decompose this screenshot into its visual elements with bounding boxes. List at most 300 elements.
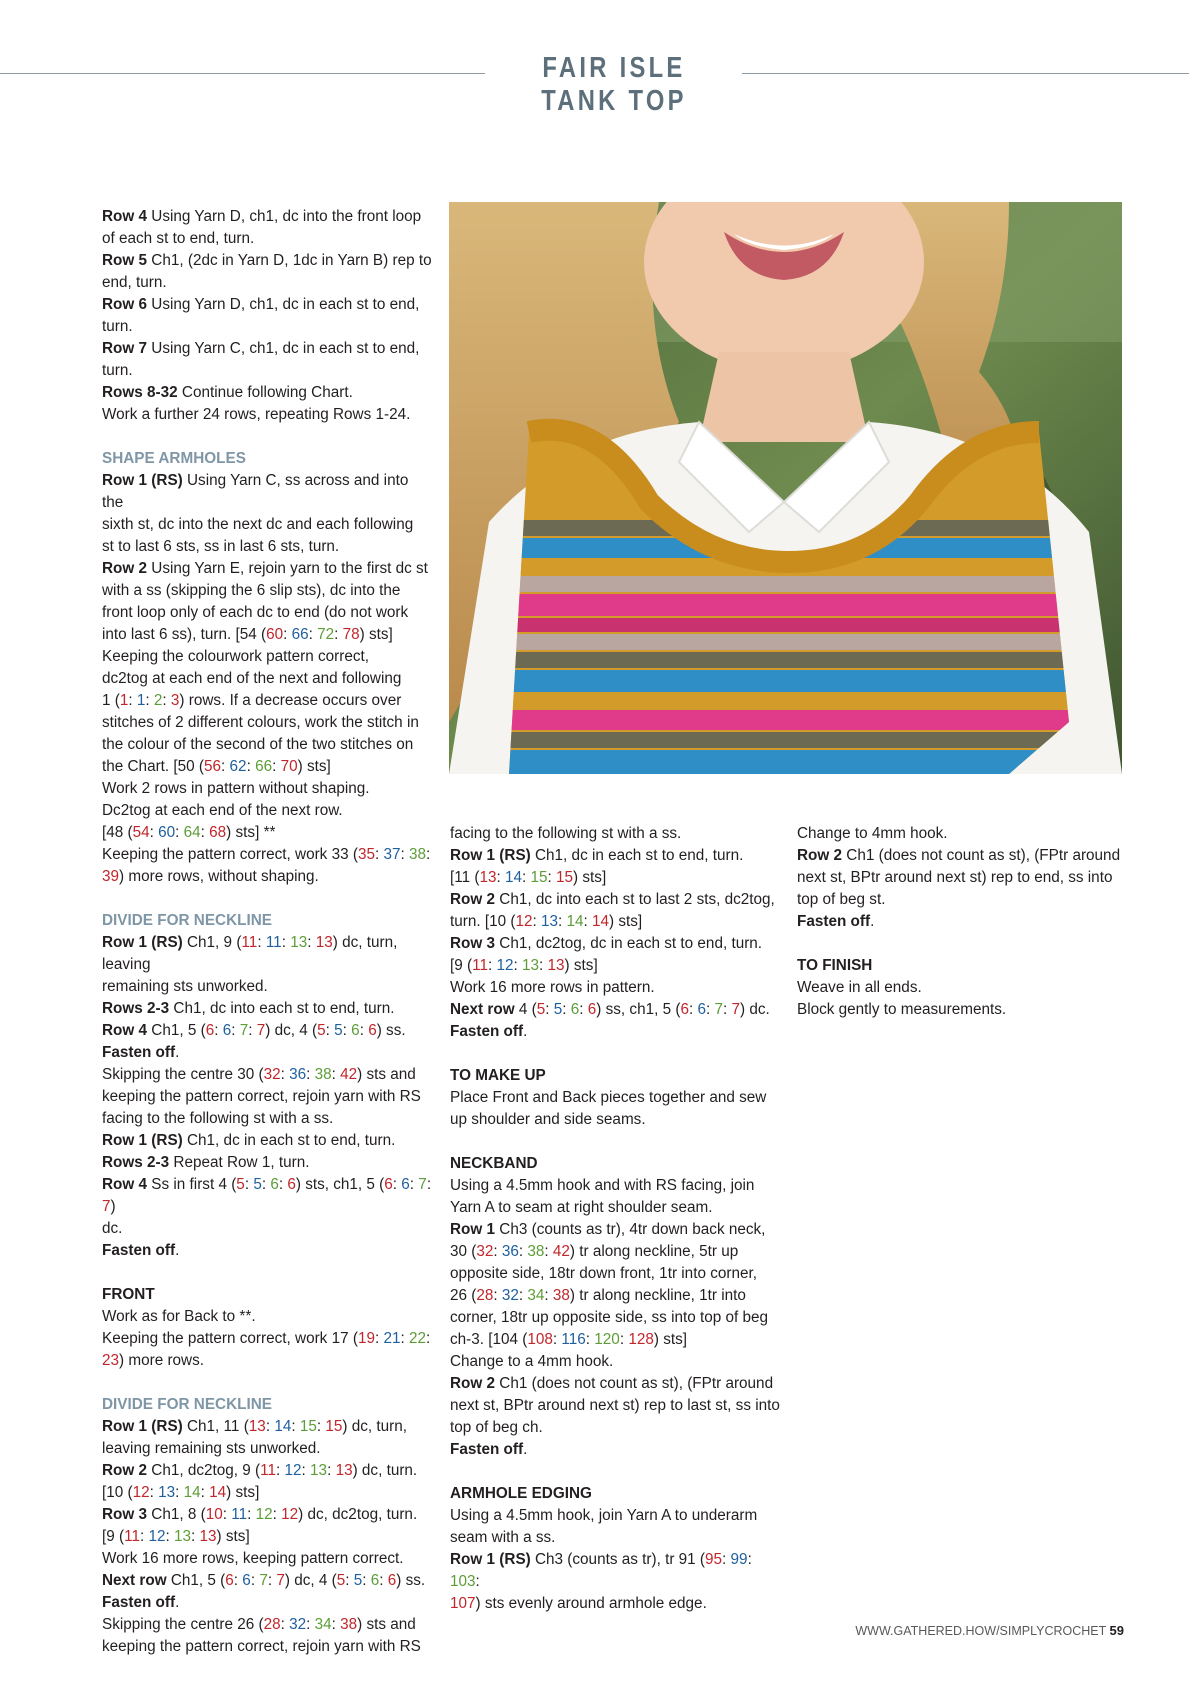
page-title: FAIR ISLE TANK TOP: [541, 52, 687, 117]
text-run: with a ss (skipping the 6 slip sts), dc into the: [102, 582, 401, 599]
text-line: [450, 977, 780, 999]
text-run: facing to the following st with a ss.: [450, 825, 682, 842]
text-run: :: [374, 1330, 384, 1347]
text-run: ) sts and: [357, 1066, 416, 1083]
text-line: [102, 206, 432, 228]
text-run: :: [496, 869, 505, 886]
text-run: dc2tog at each end of the next and following: [102, 670, 402, 687]
text-run: the colour of the second of the two stitches on: [102, 736, 414, 753]
text-run: .: [175, 1044, 180, 1061]
size-value: 13: [174, 1528, 192, 1545]
text-line: [102, 1614, 432, 1636]
text-line: [102, 844, 432, 866]
size-value: 7: [714, 1001, 723, 1018]
text-run: [11 (: [450, 869, 480, 886]
text-line: [450, 999, 780, 1021]
text-run: :: [214, 1022, 223, 1039]
size-value: 32: [263, 1066, 281, 1083]
text-line: [102, 294, 432, 316]
text-run: :: [619, 1331, 629, 1348]
text-run: :: [306, 1066, 315, 1083]
size-value: 6: [351, 1022, 360, 1039]
text-line: [102, 1570, 432, 1592]
size-value: 107: [450, 1595, 476, 1612]
size-value: 6: [287, 1176, 296, 1193]
size-value: 6: [205, 1022, 215, 1039]
text-run: [48 (: [102, 824, 133, 841]
text-run: ) more rows.: [119, 1352, 205, 1369]
size-value: 12: [496, 957, 514, 974]
size-value: 12: [255, 1506, 273, 1523]
row-label: Fasten off: [102, 1242, 176, 1259]
text-run: :: [265, 1418, 275, 1435]
text-line: [102, 514, 432, 536]
text-run: :: [327, 1462, 336, 1479]
size-value: 11: [260, 1462, 277, 1479]
text-line: [797, 823, 1127, 845]
text-run: :: [342, 1022, 352, 1039]
text-run: ) sts]: [609, 913, 643, 930]
text-run: Work 2 rows in pattern without shaping.: [102, 780, 370, 797]
text-line: [450, 1087, 780, 1109]
text-line: [450, 1505, 780, 1527]
text-line: [450, 911, 780, 933]
size-value: 99: [730, 1551, 748, 1568]
size-value: 108: [527, 1331, 553, 1348]
text-run: :: [200, 1484, 210, 1501]
text-run: :: [140, 1528, 149, 1545]
text-run: ARMHOLE EDGING: [450, 1485, 592, 1502]
text-line: [450, 1109, 780, 1131]
text-run: :: [244, 1176, 254, 1193]
text-run: Ch1 (does not count as st), (FPtr around: [842, 847, 1121, 864]
section-heading: [102, 1284, 432, 1306]
text-line: [450, 867, 780, 889]
text-line: [450, 1263, 780, 1285]
text-run: top of beg ch.: [450, 1419, 543, 1436]
text-run: SHAPE ARMHOLES: [102, 450, 246, 467]
text-run: Using a 4.5mm hook and with RS facing, join: [450, 1177, 755, 1194]
text-line: [102, 1438, 432, 1460]
text-run: :: [149, 824, 159, 841]
text-line: [797, 911, 1127, 933]
text-run: Using Yarn E, rejoin yarn to the first dc st: [147, 560, 428, 577]
size-value: 64: [183, 824, 201, 841]
text-run: Repeat Row 1, turn.: [169, 1154, 310, 1171]
text-run: of each st to end, turn.: [102, 230, 255, 247]
text-run: Using Yarn D, ch1, dc in each st to end,: [147, 296, 420, 313]
text-line: [102, 1064, 432, 1086]
size-value: 14: [566, 913, 584, 930]
text-run: :: [518, 1287, 528, 1304]
text-run: Place Front and Back pieces together and sew: [450, 1089, 767, 1106]
row-label: Next row: [450, 1001, 515, 1018]
text-run: turn.: [102, 362, 133, 379]
text-run: :: [539, 957, 548, 974]
text-line: [450, 1527, 780, 1549]
size-value: 12: [132, 1484, 150, 1501]
text-line: [450, 845, 780, 867]
size-value: 5: [253, 1176, 262, 1193]
text-line: [102, 668, 432, 690]
text-run: corner, 18tr up opposite side, ss into top of beg: [450, 1309, 769, 1326]
size-value: 72: [317, 626, 335, 643]
text-run: :: [722, 1551, 731, 1568]
section-heading: [102, 1394, 432, 1416]
text-run: ) dc, dc2tog, turn.: [298, 1506, 418, 1523]
size-value: 12: [281, 1506, 299, 1523]
text-run: Ch3 (counts as tr), 4tr down back neck,: [495, 1221, 766, 1238]
text-line: [102, 690, 432, 712]
text-line: [102, 382, 432, 404]
text-run: keeping the pattern correct, rejoin yarn with RS: [102, 1088, 421, 1105]
text-run: :: [145, 692, 154, 709]
row-label: Fasten off: [450, 1441, 524, 1458]
text-line: [102, 404, 432, 426]
header-rule-left: [0, 73, 485, 74]
text-line: [102, 1592, 432, 1614]
text-run: ) sts]: [359, 626, 393, 643]
size-value: 12: [515, 913, 533, 930]
size-value: 13: [199, 1528, 217, 1545]
size-value: 34: [314, 1616, 332, 1633]
text-line: [450, 1241, 780, 1263]
text-run: :: [331, 1066, 341, 1083]
size-value: 68: [209, 824, 227, 841]
text-run: ch-3. [104 (: [450, 1331, 528, 1348]
text-run: leaving remaining sts unworked.: [102, 1440, 321, 1457]
text-run: Block gently to measurements.: [797, 1001, 1007, 1018]
size-value: 28: [476, 1287, 494, 1304]
text-line: [450, 1395, 780, 1417]
size-value: 6: [680, 1001, 689, 1018]
text-run: :: [425, 846, 431, 863]
size-value: 10: [205, 1506, 223, 1523]
text-run: next st, BPtr around next st) rep to last st, ss into: [450, 1397, 780, 1414]
text-run: Continue following Chart.: [177, 384, 353, 401]
size-value: 5: [353, 1572, 363, 1589]
text-run: :: [283, 626, 292, 643]
text-run: :: [547, 869, 557, 886]
text-run: Change to 4mm hook.: [797, 825, 948, 842]
text-run: Weave in all ends.: [797, 979, 922, 996]
text-run: :: [409, 1176, 419, 1193]
size-value: 116: [561, 1331, 586, 1348]
size-value: 5: [334, 1022, 343, 1039]
text-run: ) ss.: [376, 1022, 406, 1039]
text-run: :: [222, 1506, 232, 1523]
row-label: Fasten off: [102, 1594, 176, 1611]
text-run: :: [379, 1572, 388, 1589]
text-run: stitches of 2 different colours, work the stitch in: [102, 714, 419, 731]
text-run: seam with a ss.: [450, 1529, 556, 1546]
size-value: 6: [242, 1572, 251, 1589]
text-run: :: [276, 1462, 285, 1479]
text-run: Ch1, 11 (: [182, 1418, 249, 1435]
text-line: [450, 933, 780, 955]
text-line: [102, 1042, 432, 1064]
text-run: opposite side, 18tr down front, 1tr into corner,: [450, 1265, 757, 1282]
text-line: [450, 1593, 780, 1615]
text-run: :: [747, 1551, 752, 1568]
size-value: 14: [274, 1418, 292, 1435]
row-label: Row 2: [797, 847, 843, 864]
text-line: [102, 1526, 432, 1548]
text-line: [450, 889, 780, 911]
text-run: :: [278, 1176, 288, 1193]
text-line: [102, 932, 432, 976]
text-run: :: [257, 934, 266, 951]
text-run: ) ss, ch1, 5 (: [596, 1001, 681, 1018]
text-run: into last 6 ss), turn. [54 (: [102, 626, 267, 643]
text-run: :: [544, 1243, 553, 1260]
size-value: 12: [284, 1462, 302, 1479]
text-line: [102, 272, 432, 294]
text-run: :: [688, 1001, 698, 1018]
text-run: end, turn.: [102, 274, 167, 291]
text-line: [102, 1636, 432, 1658]
text-run: ) sts] **: [226, 824, 276, 841]
text-line: [450, 1219, 780, 1241]
text-line: [102, 646, 432, 668]
text-run: :: [231, 1022, 240, 1039]
text-line: [450, 1285, 780, 1307]
size-value: 6: [570, 1001, 580, 1018]
text-run: :: [400, 1330, 409, 1347]
paragraph-gap: [450, 1043, 780, 1065]
size-value: 66: [255, 758, 273, 775]
row-label: Row 1 (RS): [450, 1551, 531, 1568]
text-run: :: [267, 1572, 277, 1589]
text-line: [102, 756, 432, 778]
row-label: Row 1 (RS): [102, 934, 183, 951]
text-run: DIVIDE FOR NECKLINE: [102, 1396, 272, 1413]
size-value: 38: [340, 1616, 358, 1633]
text-line: [102, 1460, 432, 1482]
text-run: Work 16 more rows in pattern.: [450, 979, 655, 996]
text-run: :: [334, 626, 343, 643]
text-run: :: [162, 692, 171, 709]
text-line: [102, 866, 432, 888]
text-line: [102, 1504, 432, 1526]
size-value: 38: [408, 846, 426, 863]
text-line: [102, 822, 432, 844]
size-value: 22: [408, 1330, 426, 1347]
text-run: Work as for Back to **.: [102, 1308, 256, 1325]
size-value: 14: [592, 913, 610, 930]
text-run: Dc2tog at each end of the next row.: [102, 802, 343, 819]
size-value: 6: [225, 1572, 234, 1589]
text-run: 1 (: [102, 692, 120, 709]
text-run: :: [493, 1287, 502, 1304]
text-run: ) rows. If a decrease occurs over: [179, 692, 402, 709]
size-value: 21: [383, 1330, 401, 1347]
text-run: TO MAKE UP: [450, 1067, 546, 1084]
size-value: 54: [132, 824, 150, 841]
text-line: [102, 360, 432, 382]
size-value: 15: [325, 1418, 343, 1435]
text-run: [10 (: [102, 1484, 133, 1501]
paragraph-gap: [797, 933, 1127, 955]
size-value: 7: [102, 1198, 111, 1215]
text-line: [450, 1307, 780, 1329]
size-value: 15: [556, 869, 574, 886]
row-label: Row 3: [450, 935, 496, 952]
text-run: ) tr along neckline, 5tr up: [569, 1243, 739, 1260]
text-run: .: [523, 1441, 528, 1458]
paragraph-gap: [450, 1131, 780, 1153]
text-run: :: [545, 1001, 554, 1018]
row-label: Row 7: [102, 340, 148, 357]
text-run: :: [316, 1418, 326, 1435]
text-run: turn.: [102, 318, 133, 335]
size-value: 128: [628, 1331, 654, 1348]
text-run: Ch1, 9 (: [182, 934, 242, 951]
text-run: remaining sts unworked.: [102, 978, 268, 995]
text-run: Work 16 more rows, keeping pattern correct.: [102, 1550, 404, 1567]
text-run: :: [374, 846, 384, 863]
size-value: 28: [263, 1616, 281, 1633]
text-run: :: [128, 692, 137, 709]
text-line: [102, 1306, 432, 1328]
text-run: Skipping the centre 26 (: [102, 1616, 264, 1633]
text-run: ) dc, turn.: [352, 1462, 418, 1479]
text-line: [450, 955, 780, 977]
page-header: [0, 52, 1189, 117]
size-value: 5: [336, 1572, 346, 1589]
text-run: sixth st, dc into the next dc and each following: [102, 516, 414, 533]
size-value: 39: [102, 868, 120, 885]
text-line: [102, 602, 432, 624]
text-line: [450, 823, 780, 845]
size-value: 6: [384, 1176, 393, 1193]
row-label: Row 6: [102, 296, 148, 313]
text-line: [102, 250, 432, 272]
size-value: 5: [236, 1176, 245, 1193]
row-label: Fasten off: [450, 1023, 524, 1040]
text-run: top of beg st.: [797, 891, 886, 908]
size-value: 95: [705, 1551, 723, 1568]
text-run: :: [583, 913, 593, 930]
text-run: Keeping the pattern correct, work 17 (: [102, 1330, 358, 1347]
size-value: 70: [280, 758, 298, 775]
header-rule-right: [742, 73, 1189, 74]
size-value: 15: [530, 869, 548, 886]
size-value: 60: [158, 824, 176, 841]
size-value: 6: [401, 1176, 410, 1193]
section-heading: [102, 910, 432, 932]
text-line: [102, 1482, 432, 1504]
text-run: NECKBAND: [450, 1155, 538, 1172]
text-run: :: [562, 1001, 571, 1018]
size-value: 13: [547, 957, 565, 974]
size-value: 32: [289, 1616, 307, 1633]
size-value: 6: [270, 1176, 279, 1193]
text-line: [450, 1549, 780, 1593]
text-run: :: [272, 1506, 282, 1523]
model-photo: [449, 202, 1122, 774]
row-label: Row 5: [102, 252, 148, 269]
text-line: [102, 1350, 432, 1372]
size-value: 6: [587, 1001, 597, 1018]
text-line: [102, 976, 432, 998]
text-run: Ch1 (does not count as st), (FPtr around: [495, 1375, 774, 1392]
text-line: [102, 800, 432, 822]
size-value: 7: [259, 1572, 268, 1589]
size-value: 60: [266, 626, 284, 643]
text-run: :: [307, 934, 316, 951]
text-line: [102, 624, 432, 646]
text-run: Keeping the colourwork pattern correct,: [102, 648, 369, 665]
size-value: 6: [222, 1022, 232, 1039]
text-run: .: [870, 913, 875, 930]
text-run: ) dc, turn, leaving: [102, 934, 398, 973]
text-run: :: [200, 824, 210, 841]
row-label: Row 1 (RS): [102, 472, 183, 489]
section-heading: [450, 1483, 780, 1505]
text-line: [450, 1351, 780, 1373]
text-line: [102, 1020, 432, 1042]
text-line: [102, 1416, 432, 1438]
text-line: [102, 580, 432, 602]
text-run: :: [488, 957, 497, 974]
text-run: facing to the following st with a ss.: [102, 1110, 334, 1127]
text-line: [797, 977, 1127, 999]
text-run: Ch1, dc in each st to end, turn.: [530, 847, 744, 864]
text-line: [102, 734, 432, 756]
text-line: [102, 1152, 432, 1174]
text-run: ) sts]: [226, 1484, 260, 1501]
text-run: Ch1, 5 (: [147, 1022, 206, 1039]
size-value: 3: [170, 692, 180, 709]
text-run: :: [281, 934, 291, 951]
text-line: [797, 845, 1127, 867]
size-value: 103: [450, 1573, 476, 1590]
text-run: :: [306, 1616, 315, 1633]
text-run: ) sts]: [297, 758, 331, 775]
text-line: [102, 1328, 432, 1350]
text-run: ) more rows, without shaping.: [119, 868, 319, 885]
text-line: [102, 536, 432, 558]
size-value: 2: [153, 692, 163, 709]
text-run: :: [392, 1176, 402, 1193]
text-run: :: [301, 1462, 311, 1479]
size-value: 38: [552, 1287, 570, 1304]
row-label: Row 2: [450, 891, 496, 908]
text-run: Using Yarn D, ch1, dc into the front loop: [147, 208, 422, 225]
size-value: 6: [368, 1022, 377, 1039]
section-heading: [102, 448, 432, 470]
text-run: :: [475, 1573, 480, 1590]
text-run: ): [110, 1198, 116, 1215]
text-run: :: [722, 1001, 732, 1018]
text-line: [102, 558, 432, 580]
text-run: :: [400, 846, 409, 863]
text-run: :: [149, 1484, 159, 1501]
text-line: [450, 1439, 780, 1461]
text-run: Ch1, dc in each st to end, turn.: [182, 1132, 396, 1149]
size-value: 42: [552, 1243, 570, 1260]
paragraph-gap: [102, 888, 432, 910]
text-run: ) sts]: [573, 869, 607, 886]
row-label: Row 4: [102, 1022, 148, 1039]
size-value: 11: [241, 934, 258, 951]
text-run: ) dc, turn,: [342, 1418, 407, 1435]
text-run: up shoulder and side seams.: [450, 1111, 646, 1128]
text-line: [102, 1086, 432, 1108]
text-run: [9 (: [450, 957, 473, 974]
text-column-3: [797, 823, 1127, 1021]
